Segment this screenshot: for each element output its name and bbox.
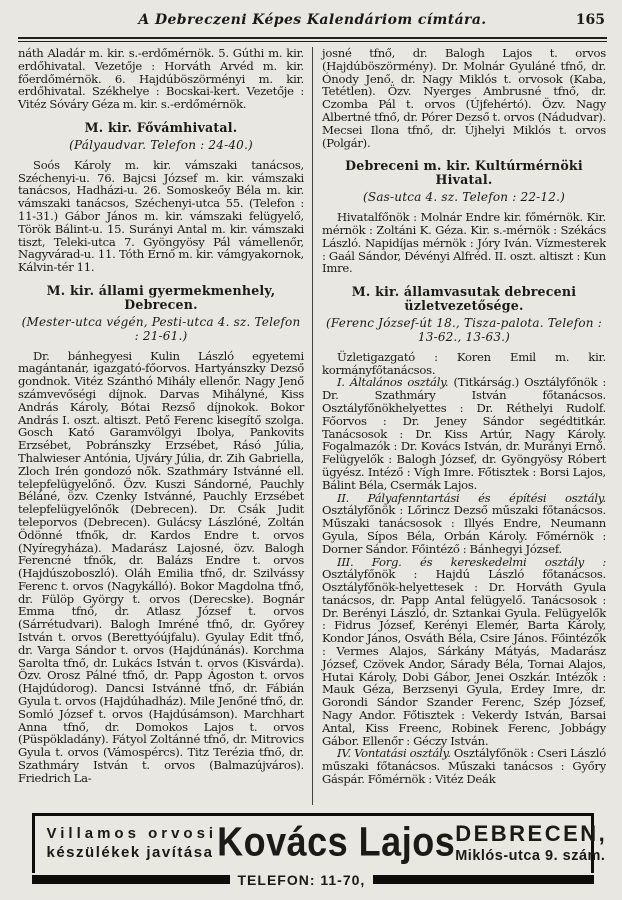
paragraph: náth Aladár m. kir. s.-erdőmérnök. 5. Gúthi m. kir. erdőhivatal. Vezetője : Horváth Arvéd m. kir. főerdőmérnök. 6. Hajdúböszörményi m. kir. erdőhivatal. Székhelye : Bocskai-kert. Vezetője : Vitéz Sóváry Géza m. kir. s.-erdőmérnök. <box>18 47 304 112</box>
ad-city: DEBRECEN, <box>455 821 608 846</box>
paragraph: IV. Vontatási osztály. Osztályfőnök : Cseri László műszaki főtanácsos. Műszaki tanácsos : Győry Gáspár. Főmérnök : Vitéz Deák <box>322 746 606 787</box>
ad-service-line2: készülékek javítása <box>46 843 214 861</box>
paragraph: josné tfnő, dr. Balogh Lajos t. orvos (Hajdúböszörmény). Dr. Molnár Gyuláné tfnő, dr. Ónody Jenő. dr. Nagy Miklós t. orvosok (Kaba, Tetétlen). Özv. Nyerges Ambrusné tfnő, dr. Czomba Pál t. orvos (Újfehértó). Özv. Nagy Albertné tfnő, dr. Pórer Dezső t. orvos (Nádudvar). Mecsei Ilona tfnő, dr. Újhelyi Miklós t. orvos (Polgár). <box>322 47 606 150</box>
right-column <box>312 47 606 805</box>
page-header <box>18 12 607 34</box>
ad-service-text <box>47 825 218 861</box>
paragraph: Soós Károly m. kir. vámszaki tanácsos, Széchenyi-u. 76. Bajcsi József m. kir. vámszaki tanácsos, Hadházi-u. 26. Somoskeőy Béla m. kir. vámszaki tanácsos, Széchenyi-utca 55. (Telefon : 11-31.) Gábor János m. kir. vámszaki felügyelő, Török Bálint-u. 15. Surányi Antal m. kir. vámszaki tiszt, Teleki-utca 7. Gyöngyösy Pál vámellenőr, Nagyvárad-u. 11. Tóth Ernő m. kir. vámgyakornok, Kálvin-tér 11. <box>18 157 304 275</box>
paragraph: III. Forg. és kereskedelmi osztály : Osztályfőnök : Hajdú László főtanácsos. Osztályfőnök-helyettesek : Dr. Horváth Gyula tanácsos, dr. Papp Antal felügyelő. Tanácsosok : Dr. Berényi László, dr. Sztankai Gyula. Felügyelők : Fidrus József, Kerényi Elemér, Barta Károly, Kondor János, Osváth Béla, Csire János. Főintézők : Vermes Alajos, Sárkány Mátyás, Madarász József, Czövek Andor, Sárady Béla, Tornai Alajos, Hutai Károly, Dobi Gábor, Jenei Oszkár. Intézők : Mauk Géza, Berzsenyi Gyula, Erdey Imre, dr. Gorondi Sándor Szander Ferenc, Szép József, Nagy Andor. Főtisztek : Vekerdy István, Barsai Antal, Kiss Freenc, Robinek Ferenc, Jobbágy Gábor. Ellenőr : Géczy István. <box>322 554 606 748</box>
paragraph: II. Pályafenntartási és építési osztály. Osztályfőnök : Lőrincz Dezső műszaki főtanácsos. Műszaki tanácsosok : Illyés Endre, Neumann Gyula, Sípos Béla, Orbán Károly. Főmérnök : Dorner Sándor. Főintéző : Bánhegyi József. <box>322 490 606 556</box>
section-subtitle: (Ferenc József-út 18., Tisza-palota. Telefon : 13-62., 13-63.) <box>326 316 602 344</box>
ad-street-address: Miklós-utca 9. szám. <box>455 848 606 864</box>
section-subtitle: (Mester-utca végén, Pesti-utca 4. sz. Telefon : 21-61.) <box>21 314 301 343</box>
page-number: 165 <box>575 12 605 28</box>
paragraph-lead: IV. Vontatási osztály. <box>337 746 451 761</box>
ad-service-line1: Villamos orvosi <box>46 824 218 842</box>
paragraph-lead: III. Forg. és kereskedelmi osztály : <box>337 554 606 569</box>
section-subtitle: (Sas-utca 4. sz. Telefon : 22-12.) <box>363 190 565 205</box>
paragraph: I. Általános osztály. (Titkárság.) Osztályfőnök : Dr. Szathmáry István főtanácsos. Osztályfőnökhelyettes : Dr. Réthelyi Rudolf. Főorvos : Dr. Jeney Sándor segédtitkár. Tanácsosok : Dr. Kiss Artúr, Nagy Károly. Fogalmazók : Dr. Kovács István, dr. Murányi Ernő. Felügyelők : Balogh József, dr. Gyöngyösy Róbert ügyész. Intéző : Vígh Imre. Főtisztek : Borsi Lajos, Bálint Béla, Csermák Lajos. <box>322 375 606 492</box>
section-heading: Debreceni m. kir. Kultúrmérnöki Hivatal. <box>345 158 583 188</box>
paragraph-lead: I. Általános osztály. <box>337 375 449 390</box>
columns-container <box>18 47 607 805</box>
section-heading: M. kir. államvasutak debreceni üzletvezetősége. <box>351 284 577 314</box>
ad-bar-left <box>32 875 230 884</box>
ad-bar-right <box>373 875 593 884</box>
advertisement-box <box>32 813 608 873</box>
paragraph-lead: II. Pályafenntartási és építési osztály. <box>337 490 606 505</box>
ad-address-block <box>455 821 607 864</box>
left-column <box>18 47 312 805</box>
section-heading: M. kir. Fővámhivatal. <box>84 119 238 135</box>
page-title: A Debreczeni Képes Kalendáriom címtára. <box>138 12 487 28</box>
paragraph: Üzletigazgató : Koren Emil m. kir. kormányfőtanácsos. <box>322 349 606 377</box>
header-rule <box>18 37 607 42</box>
advertisement <box>32 813 608 888</box>
ad-phone-strip <box>32 873 594 886</box>
paragraph: Hivatalfőnök : Molnár Endre kir. főmérnök. Kir. mérnök : Zoltáni K. Géza. Kir. s.-mérnök : Székács László. Napidíjas mérnök : Jóry Iván. Vízmesterek : Gaál Sándor, Dévényi Alfréd. II. oszt. altiszt : Kun Imre. <box>322 210 606 276</box>
section-subtitle: (Pályaudvar. Telefon : 24-40.) <box>69 137 253 152</box>
ad-phone-number: TELEFON: 11-70, <box>237 871 366 888</box>
paragraph: Dr. bánhegyesi Kulin László egyetemi magántanár, igazgató-főorvos. Hartyánszky Dezső gondnok. Vitéz Szánthó Mihály ellenőr. Nagy Jenő számvevőségi díjnok. Darvas Mihályné, Kiss András Károly, Bótai Rezső díjnokok. Bokor András I. oszt. altiszt. Pető Ferenc kisegítő szolga. Gosch Kató Garamvölgyi Ibolya, Pankovits Erzsébet, Pobránszky Erzsébet, Rásó Júlia, Thalwieser Antónia, Ujváry Júlia, dr. Zih Gabriella, Zloch Irén gondozó nők. Szathmáry Istvánné ell. telepfelügyelőnő. Özv. Kuszi Sándorné, Pauchly Béláné, özv. Czenky Istvánné, Pauchly Erzsébet telepfelügyelőnők (Debrecen). Dr. Csák Judit teleporvos (Debrecen). Gulácsy Lászlóné, Zoltán Ödönné tfnők, dr. Kardos Endre t. orvos (Nyíregyháza). Madarász Lajosné, özv. Balogh Ferencné tfnők, dr. Balázs Endre t. orvos (Hajdúszoboszló). Oláh Emilia tfnő, dr. Szilvássy Ferenc t. orvos (Nagykálló). Bokor Magdolna tfnő, dr. Fülöp György t. orvos (Derecske). Bognár Emma tfnő, dr. Atlasz József t. orvos (Sárrétudvari). Balogh Imréné tfnő, dr. Győrey István t. orvos (Berettyóújfalu). Gyulay Edit tfnő, dr. Varga Sándor t. orvos (Hajdúnánás). Korchma Sarolta tfnő, dr. Lukács István t. orvos (Kisvárda). Özv. Orosz Pálné tfnő, dr. Papp Ágoston t. orvos (Hajdúdorog). Dancsi Istvánné tfnő, dr. Fábián Gyula t. orvos (Hajdúhadház). Mile Jenőné tfnő, dr. Somló József t. orvos (Hajdúsámson). Marchhart Anna tfnő, dr. Domokos Lajos t. orvos (Püspökladány). Fátyol Zoltánné tfnő, dr. Mitrovics Gyula t. orvos (Vámospércs). Titz Terézia tfnő, dr. Szathmáry István t. orvos (Balmazújváros). Friedrich La- <box>18 348 304 785</box>
ad-business-name: Kovács Lajos <box>217 818 456 865</box>
section-heading: M. kir. állami gyermekmenhely, Debrecen. <box>46 282 276 312</box>
